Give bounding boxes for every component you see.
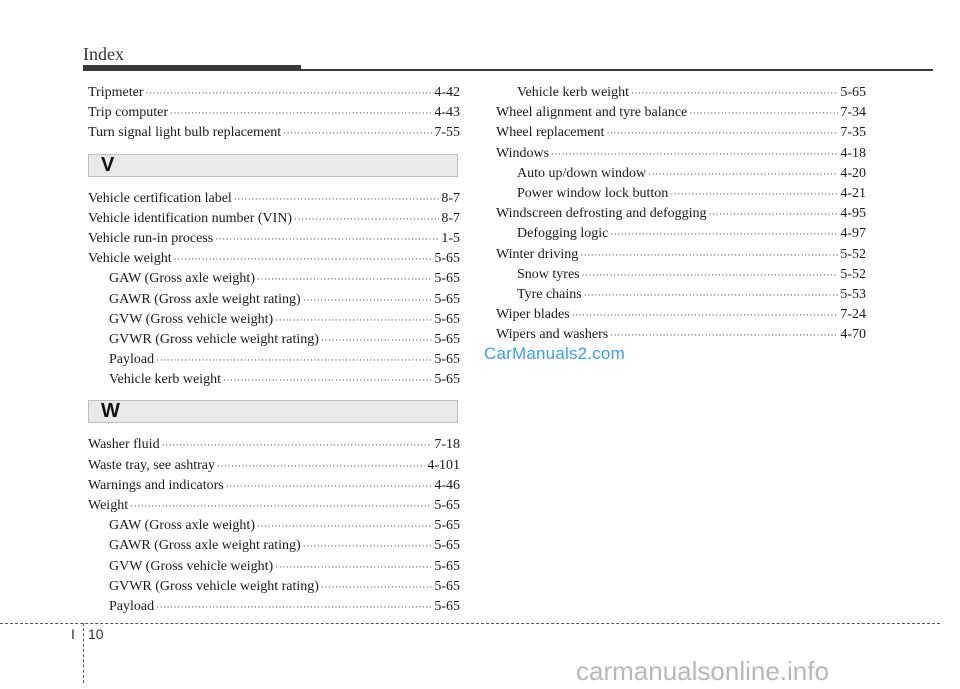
index-entry — [88, 123, 460, 143]
entry-leader-dots — [130, 496, 432, 516]
footer-page-number: 10 — [88, 626, 104, 642]
entry-leader-dots — [551, 144, 838, 164]
entry-page: 5-65 — [434, 558, 460, 574]
entry-leader-dots — [217, 456, 425, 476]
index-column-left — [88, 83, 460, 617]
entry-leader-dots — [606, 123, 838, 143]
entry-term: Vehicle kerb weight — [517, 85, 629, 100]
entry-leader-dots — [234, 189, 440, 209]
entry-page: 5-65 — [434, 498, 460, 513]
index-subentry — [88, 536, 460, 556]
index-entry — [88, 249, 460, 269]
entry-page: 5-52 — [840, 246, 866, 262]
entry-leader-dots — [670, 184, 838, 204]
entry-page: 5-65 — [434, 311, 460, 327]
entry-term: GAW (Gross axle weight) — [109, 271, 255, 287]
entry-leader-dots — [283, 123, 432, 143]
entry-leader-dots — [582, 265, 839, 285]
header-rule-thick — [83, 65, 301, 71]
entry-term: Washer fluid — [88, 437, 160, 453]
entry-term: Vehicle run-in process — [88, 230, 214, 246]
entry-leader-dots — [709, 204, 839, 224]
entry-leader-dots — [648, 164, 838, 184]
entry-term: Winter driving — [496, 246, 579, 262]
index-subentry — [496, 83, 866, 103]
entry-leader-dots — [303, 536, 433, 556]
index-entry — [88, 435, 460, 455]
entry-leader-dots — [257, 516, 432, 536]
entry-page: 5-65 — [434, 291, 460, 307]
entry-term: GVW (Gross vehicle weight) — [109, 558, 274, 574]
index-entry — [88, 83, 460, 103]
entry-term: GAWR (Gross axle weight rating) — [109, 291, 301, 307]
entry-term: Payload — [109, 352, 155, 368]
entry-term: GVWR (Gross vehicle weight rating) — [109, 578, 319, 594]
entry-leader-dots — [584, 285, 839, 305]
entry-leader-dots — [223, 370, 432, 390]
entry-term: Wipers and washers — [496, 327, 609, 343]
entry-page: 4-101 — [427, 457, 460, 473]
entry-term: Vehicle identification number (VIN) — [88, 210, 293, 226]
entry-page: 7-34 — [840, 105, 866, 121]
index-group-w — [88, 435, 460, 617]
entry-term: Turn signal light bulb replacement — [88, 125, 282, 141]
watermark-carmanualsonline: carmanualsonline.info — [576, 656, 829, 686]
entry-leader-dots — [156, 350, 432, 370]
entry-leader-dots — [215, 229, 439, 249]
index-entry — [496, 204, 866, 224]
index-group-t — [88, 83, 460, 144]
index-entry — [496, 325, 866, 345]
entry-page: 1-5 — [441, 230, 460, 246]
section-letter-w — [88, 400, 458, 423]
entry-page: 5-53 — [840, 286, 866, 302]
entry-page: 5-65 — [434, 598, 460, 614]
index-entry — [88, 103, 460, 123]
entry-term: GAWR (Gross axle weight rating) — [109, 538, 301, 554]
entry-page: 5-52 — [840, 266, 866, 282]
section-letter-v — [88, 154, 458, 177]
entry-term: Weight — [88, 498, 129, 513]
header-rule-thin — [301, 69, 933, 71]
entry-page: 4-97 — [840, 226, 866, 242]
entry-leader-dots — [303, 290, 433, 310]
entry-leader-dots — [689, 103, 838, 123]
entry-term: Tyre chains — [517, 286, 582, 302]
footer-dashed-divider — [83, 623, 84, 683]
entry-leader-dots — [321, 577, 432, 597]
index-subentry — [88, 557, 460, 577]
entry-term: Waste tray, see ashtray — [88, 457, 216, 473]
entry-page: 7-55 — [434, 125, 460, 141]
index-entry — [88, 209, 460, 229]
entry-page: 4-18 — [840, 145, 866, 161]
index-subentry — [496, 164, 866, 184]
index-entry — [88, 456, 460, 476]
entry-term: GVW (Gross vehicle weight) — [109, 311, 274, 327]
entry-leader-dots — [631, 83, 838, 103]
index-entry — [496, 245, 866, 265]
index-subentry — [88, 516, 460, 536]
entry-page: 4-21 — [840, 185, 866, 201]
entry-leader-dots — [321, 330, 432, 350]
entry-page: 4-20 — [840, 165, 866, 181]
entry-term: Wiper blades — [496, 307, 570, 323]
entry-page: 4-46 — [434, 477, 460, 493]
index-entry — [88, 189, 460, 209]
index-subentry — [88, 290, 460, 310]
entry-page: 7-35 — [840, 125, 866, 141]
entry-page: 5-65 — [434, 251, 460, 267]
entry-page: 5-65 — [434, 372, 460, 388]
entry-term: Windows — [496, 145, 550, 161]
index-entry — [88, 476, 460, 496]
footer-dashed-rule — [0, 623, 940, 624]
entry-term: Warnings and indicators — [88, 477, 224, 493]
entry-term: Vehicle certification label — [88, 190, 232, 206]
index-subentry — [88, 577, 460, 597]
entry-term: Defogging logic — [517, 226, 609, 242]
index-entry — [88, 496, 460, 516]
index-subentry — [88, 269, 460, 289]
entry-page: 8-7 — [441, 190, 460, 206]
index-group-right — [496, 83, 866, 345]
entry-page: 5-65 — [434, 352, 460, 368]
index-entry — [496, 103, 866, 123]
entry-term: Vehicle weight — [88, 251, 172, 267]
entry-term: Vehicle kerb weight — [109, 372, 221, 388]
entry-leader-dots — [170, 103, 432, 123]
entry-term: Trip computer — [88, 105, 168, 121]
entry-leader-dots — [156, 597, 432, 617]
entry-page: 4-70 — [840, 327, 866, 343]
entry-leader-dots — [610, 325, 838, 345]
index-subentry — [496, 184, 866, 204]
entry-page: 7-18 — [434, 437, 460, 453]
entry-leader-dots — [257, 269, 432, 289]
index-entry — [496, 144, 866, 164]
index-entry — [88, 229, 460, 249]
index-group-v — [88, 189, 460, 391]
entry-page: 5-65 — [434, 271, 460, 287]
entry-page: 7-24 — [840, 307, 866, 323]
entry-leader-dots — [572, 305, 839, 325]
entry-page: 5-65 — [434, 538, 460, 554]
entry-page: 4-43 — [434, 105, 460, 121]
entry-term: GVWR (Gross vehicle weight rating) — [109, 331, 319, 347]
entry-term: GAW (Gross axle weight) — [109, 518, 255, 534]
index-subentry — [88, 597, 460, 617]
entry-term: Wheel alignment and tyre balance — [496, 105, 688, 121]
entry-page: 5-65 — [840, 85, 866, 100]
entry-leader-dots — [226, 476, 433, 496]
entry-leader-dots — [145, 83, 432, 103]
index-subentry — [496, 265, 866, 285]
entry-term: Auto up/down window — [517, 165, 647, 181]
index-subentry — [88, 310, 460, 330]
section-letter-w-label: W — [101, 400, 120, 423]
entry-term: Power window lock button — [517, 185, 669, 201]
index-entry — [496, 305, 866, 325]
entry-page: 8-7 — [441, 210, 460, 226]
entry-page: 4-95 — [840, 206, 866, 222]
index-column-right — [496, 83, 866, 345]
entry-page: 5-65 — [434, 578, 460, 594]
entry-leader-dots — [162, 435, 433, 455]
page-title: Index — [83, 44, 124, 64]
entry-term: Windscreen defrosting and defogging — [496, 206, 707, 222]
entry-leader-dots — [294, 209, 439, 229]
entry-leader-dots — [580, 245, 838, 265]
entry-leader-dots — [275, 310, 432, 330]
index-subentry — [496, 285, 866, 305]
index-subentry — [88, 350, 460, 370]
entry-term: Wheel replacement — [496, 125, 605, 141]
entry-leader-dots — [275, 557, 432, 577]
entry-term: Payload — [109, 598, 155, 614]
entry-term: Tripmeter — [88, 85, 144, 100]
entry-page: 5-65 — [434, 331, 460, 347]
index-subentry — [88, 370, 460, 390]
entry-term: Snow tyres — [517, 266, 580, 282]
entry-page: 4-42 — [434, 85, 460, 100]
entry-leader-dots — [174, 249, 433, 269]
footer-section-letter: I — [71, 626, 75, 642]
section-letter-v-label: V — [101, 153, 115, 176]
entry-leader-dots — [610, 224, 838, 244]
index-subentry — [88, 330, 460, 350]
index-subentry — [496, 224, 866, 244]
entry-page: 5-65 — [434, 518, 460, 534]
index-entry — [496, 123, 866, 143]
watermark-carmanuals2: CarManuals2.com — [484, 344, 625, 363]
